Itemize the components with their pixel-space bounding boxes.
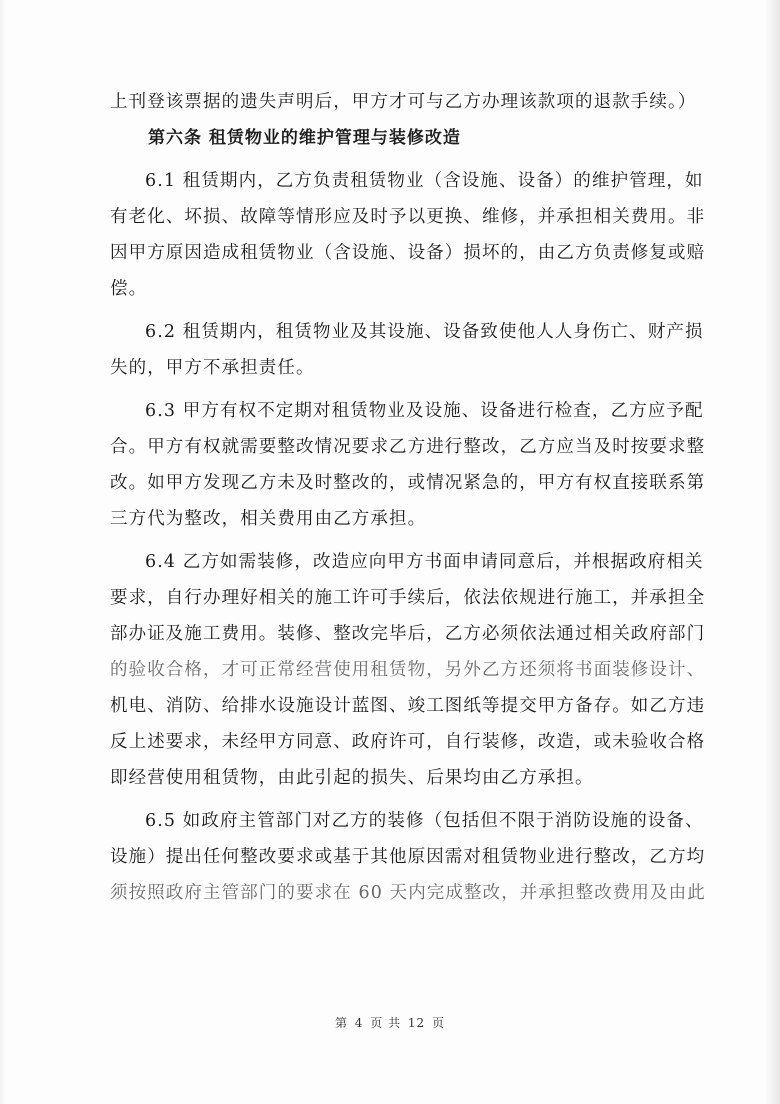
paragraph-line: 偿。	[110, 279, 148, 299]
document-body	[110, 84, 706, 911]
footer-suffix: 页	[432, 1016, 446, 1030]
paragraph-line: 即经营使用租赁物，由此引起的损失、后果均由乙方承担。	[110, 768, 594, 788]
paragraph-line: 要求，自行办理好相关的施工许可手续后，依法依规进行施工，并承担全	[110, 588, 706, 608]
paragraph-line: 6.1 租赁期内，乙方负责租赁物业（含设施、设备）的维护管理，如	[145, 171, 704, 191]
page-footer	[0, 1014, 780, 1031]
paragraph-line: 合。甲方有权就需要整改情况要求乙方进行整改，乙方应当及时按要求整	[110, 437, 706, 457]
paragraph-line: 上刊登该票据的遗失声明后，甲方才可与乙方办理该款项的退款手续。）	[110, 92, 697, 112]
footer-mid: 页 共	[370, 1016, 402, 1030]
paragraph-line: 因甲方原因造成租赁物业（含设施、设备）损坏的，由乙方负责修复或赔	[110, 243, 706, 263]
paragraph-line: 机电、消防、给排水设施设计蓝图、竣工图纸等提交甲方备存。如乙方违	[110, 696, 706, 716]
footer-total-pages: 12	[407, 1016, 426, 1030]
footer-prefix: 第	[334, 1016, 348, 1030]
paragraph-line: 设施）提出任何整改要求或基于其他原因需对租赁物业进行整改，乙方均	[110, 847, 706, 867]
paragraph-line: 改。如甲方发现乙方未及时整改的，或情况紧急的，甲方有权直接联系第	[110, 473, 706, 493]
paragraph-line: 须按照政府主管部门的要求在 60 天内完成整改，并承担整改费用及由此	[110, 883, 706, 903]
paragraph-line: 的验收合格，才可正常经营使用租赁物，另外乙方还须将书面装修设计、	[110, 660, 706, 680]
paragraph-line: 有老化、坏损、故障等情形应及时予以更换、维修，并承担相关费用。非	[110, 207, 706, 227]
paragraph-line: 失的，甲方不承担责任。	[110, 358, 315, 378]
scan-edge-right	[766, 0, 780, 1104]
paragraph-line: 三方代为整改，相关费用由乙方承担。	[110, 509, 427, 529]
paragraph-line: 6.5 如政府主管部门对乙方的装修（包括但不限于消防设施的设备、	[145, 811, 704, 831]
section-heading: 第六条 租赁物业的维护管理与装修改造	[148, 128, 461, 148]
footer-page-number: 4	[354, 1016, 364, 1030]
paragraph-line: 反上述要求，未经甲方同意、政府许可，自行装修，改造，或未验收合格	[110, 732, 706, 752]
scan-edge-left	[0, 0, 6, 1104]
paragraph-line: 6.2 租赁期内，租赁物业及其设施、设备致使他人人身伤亡、财产损	[145, 322, 704, 342]
paragraph-line: 6.3 甲方有权不定期对租赁物业及设施、设备进行检查，乙方应予配	[145, 401, 704, 421]
paragraph-line: 6.4 乙方如需装修，改造应向甲方书面申请同意后，并根据政府相关	[145, 552, 704, 572]
paragraph-line: 部办证及施工费用。装修、整改完毕后，乙方必须依法通过相关政府部门	[110, 624, 706, 644]
